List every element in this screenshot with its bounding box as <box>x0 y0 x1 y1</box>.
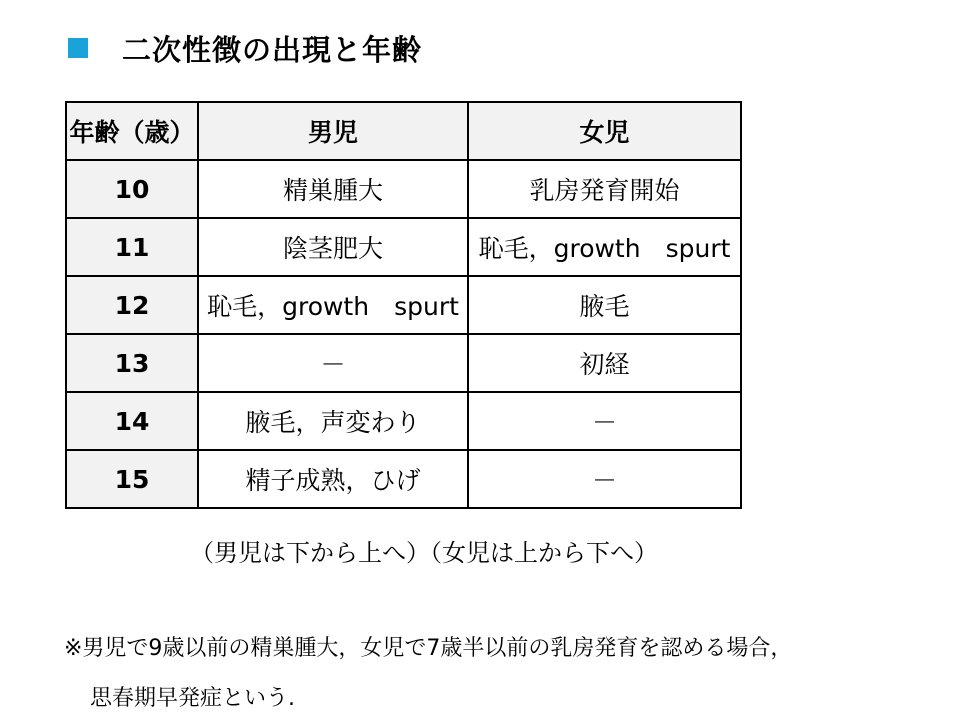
boy-cell: 恥毛，growth spurt <box>198 276 468 334</box>
table-row <box>66 218 741 276</box>
table-row <box>66 276 741 334</box>
title-bullet-square-icon <box>68 38 88 58</box>
age-cell: 10 <box>66 160 198 218</box>
order-note: （男児は下から上へ）（女児は上から下へ） <box>190 539 658 567</box>
girl-cell: 乳房発育開始 <box>468 160 741 218</box>
footnote-line-2: 思春期早発症という. <box>90 686 295 711</box>
table-row <box>66 450 741 508</box>
girl-cell: 腋毛 <box>468 276 741 334</box>
girl-cell: 初経 <box>468 334 741 392</box>
girl-cell: － <box>468 392 741 450</box>
footnote-line-1: ※男児で9歳以前の精巣腫大，女児で7歳半以前の乳房発育を認める場合， <box>64 636 793 661</box>
girl-cell: 恥毛，growth spurt <box>468 218 741 276</box>
age-cell: 15 <box>66 450 198 508</box>
boy-cell: 陰茎肥大 <box>198 218 468 276</box>
page-title: 二次性徴の出現と年齢 <box>122 32 423 67</box>
table-row <box>66 392 741 450</box>
boy-cell: 腋毛，声変わり <box>198 392 468 450</box>
slide-title <box>68 28 422 68</box>
puberty-age-table <box>65 101 742 509</box>
boy-cell: 精子成熟，ひげ <box>198 450 468 508</box>
footnote <box>64 624 792 724</box>
age-cell: 14 <box>66 392 198 450</box>
age-cell: 13 <box>66 334 198 392</box>
age-cell: 12 <box>66 276 198 334</box>
table-header-row <box>66 102 741 160</box>
header-boy: 男児 <box>198 102 468 160</box>
boy-cell: － <box>198 334 468 392</box>
girl-cell: － <box>468 450 741 508</box>
header-girl: 女児 <box>468 102 741 160</box>
table-row <box>66 160 741 218</box>
table-row <box>66 334 741 392</box>
age-cell: 11 <box>66 218 198 276</box>
boy-cell: 精巣腫大 <box>198 160 468 218</box>
header-age: 年齢（歳） <box>66 102 198 160</box>
